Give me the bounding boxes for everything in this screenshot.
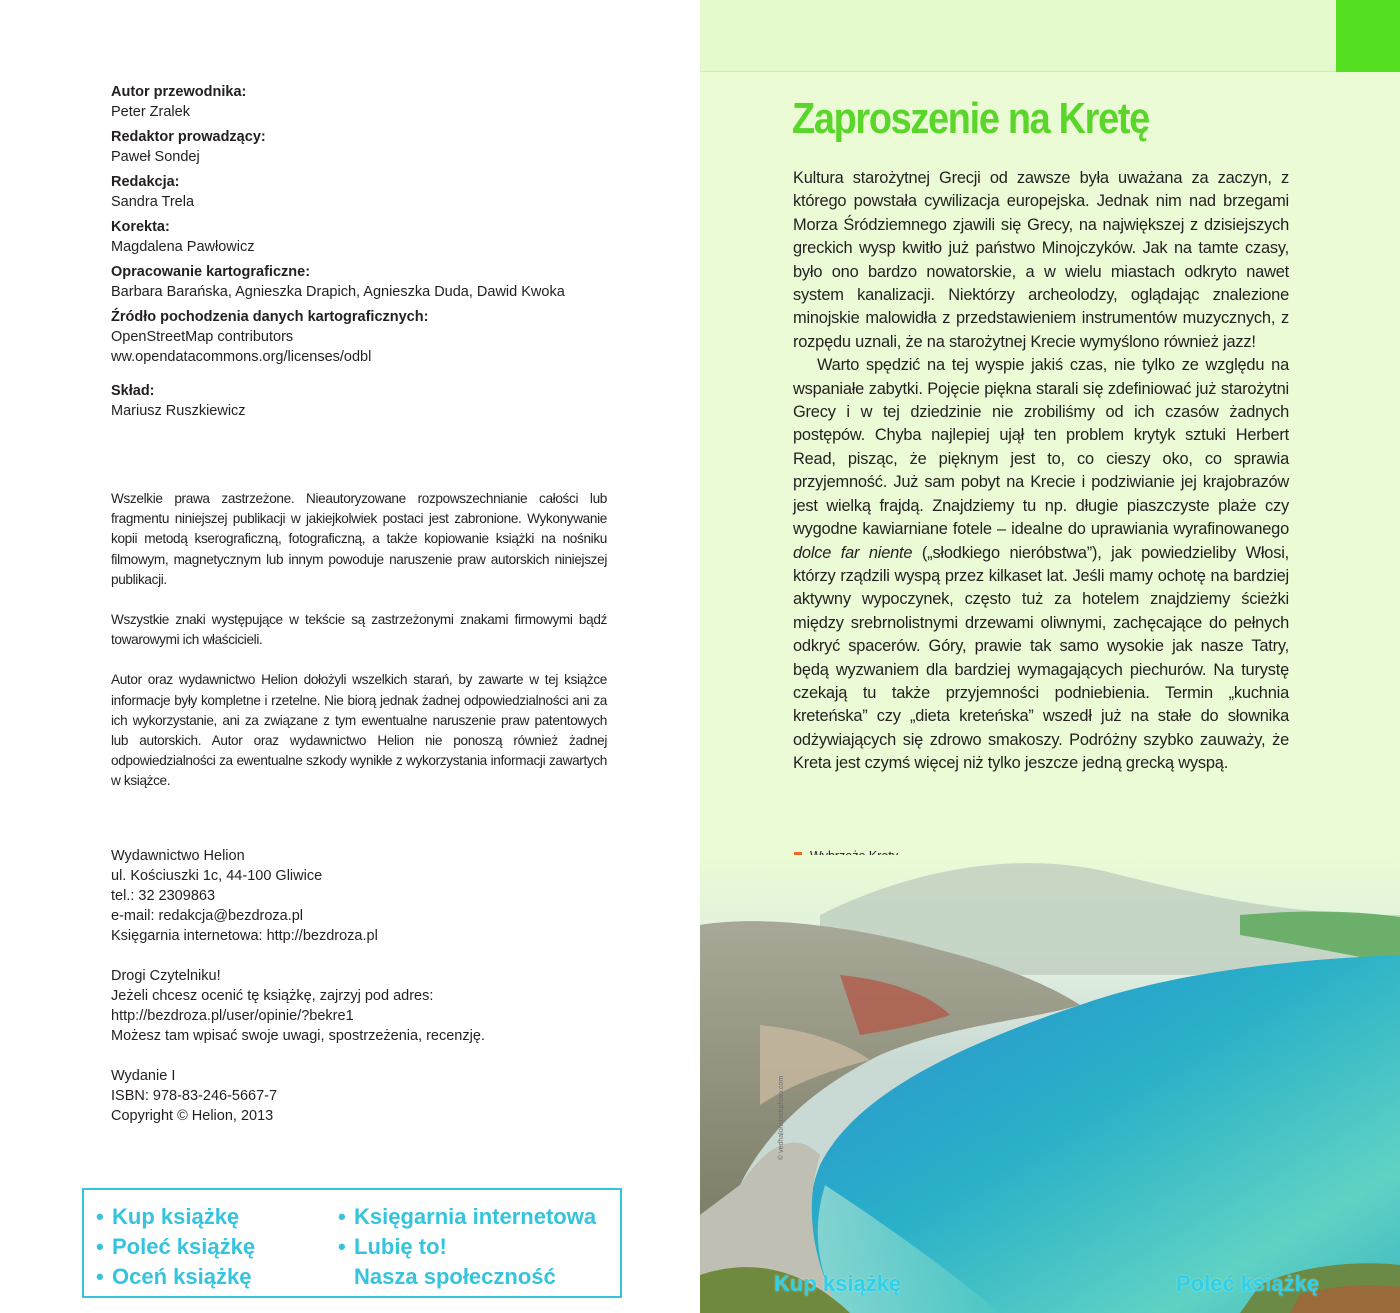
photo-credit: © vedhalo/istockphoto.com [778, 1075, 785, 1160]
credit-editor [111, 127, 671, 167]
isbn: ISBN: 978-83-246-5667-7 [111, 1088, 278, 1104]
like-label: • Lubię to! [354, 1234, 447, 1259]
recommend-book-link[interactable]: • Poleć książkę [96, 1232, 255, 1262]
article-paragraph: Kultura starożytnej Grecji od zawsze była uważana za zaczyn, z którego powstała cywilizacja europejska. Jednak nim nad brzegami Morza Śródziemnego zjawili się Grecy, na największej z dzisiejszych greckich wysp kwitło już państwo Minojczyków. Jak na tamte czasy, było ono bardzo nowatorskie, a w wielu miastach odkryto nawet system kanalizacji. Niektórzy archeolodzy, oglądając znalezione minojskie malowidła z przedstawieniem instrumentów muzycznych, z rozpędu uznali, że na starożytnej Krecie wymyślono również jazz! [793, 169, 1289, 351]
rate-book-link[interactable]: • Oceń książkę [96, 1262, 255, 1292]
reader-note [111, 966, 651, 1046]
reader-line: Jeżeli chcesz ocenić tę książkę, zajrzyj pod adres: [111, 988, 434, 1004]
article-body [793, 167, 1289, 776]
credit-person: Mariusz Ruszkiewicz [111, 403, 246, 419]
buy-book-overlay-link[interactable]: Kup książkę [774, 1271, 902, 1296]
coast-photo [700, 855, 1400, 1313]
paragraph-text: („słodkiego nieróbstwa”), jak powiedzieliby Włosi, którzy rządzili wyspą przez kilkaset lat. Jeśli mamy ochotę na bardziej aktywny wypoczynek, często tuż za hotelem znajdziemy ścieżki między srebrnolistnymi drzewami oliwnymi, zachęcające do pełnych odkryć spacerów. Góry, prawie tak samo wysokie jak nasze Tatry, będą wyzwaniem dla bardziej wymagających piechurów. Na turystę czekają tu także przyjemności podniebienia. Termin „kuchnia kreteńska” czy „dieta kreteńska” wszedł już na stałe do słownika odżywiających się zdrowo smakoszy. Podróżny szybko zauważy, że Kreta jest czymś więcej niż tylko jeszcze jedną grecką wyspą. [793, 543, 1290, 773]
publisher-info [111, 846, 651, 1146]
publisher-email: e-mail: redakcja@bezdroza.pl [111, 908, 304, 924]
legal-paragraph: Wszystkie znaki występujące w tekście są zastrzeżonymi znakami firmowymi bądź towarowymi ich właścicieli. [111, 612, 607, 648]
cta-list-left [96, 1202, 255, 1292]
buy-book-link[interactable]: • Kup książkę [96, 1202, 255, 1232]
credit-person: Sandra Trela [111, 194, 195, 210]
publisher-shop: Księgarnia internetowa: http://bezdroza.pl [111, 928, 378, 944]
publisher-name: Wydawnictwo Helion [111, 848, 245, 864]
page-title: Zaproszenie na Kretę [792, 94, 1149, 143]
credit-role: Autor przewodnika: [111, 84, 247, 100]
reader-line: Możesz tam wpisać swoje uwagi, spostrzeżenia, recenzję. [111, 1028, 485, 1044]
legal-paragraph: Autor oraz wydawnictwo Helion dołożyli wszelkich starań, by zawarte w tej książce informacje były kompletne i rzetelne. Nie biorą jednak żadnej odpowiedzialności ani za ich wykorzystanie, ani za związane z tym ewentualne naruszenie praw patentowych lub autorskich. Autor oraz wydawnictwo Helion nie ponoszą również żadnej odpowiedzialności za ewentualne szkody wynikłe z wykorzystania informacji zawartych w książce. [111, 672, 607, 789]
credit-role: Źródło pochodzenia danych kartograficznych: [111, 309, 429, 325]
copyright: Copyright © Helion, 2013 [111, 1108, 274, 1124]
credit-role: Skład: [111, 383, 155, 399]
right-page [700, 0, 1400, 1313]
publisher-address: ul. Kościuszki 1c, 44-100 Gliwice [111, 868, 323, 884]
credit-role: Opracowanie kartograficzne: [111, 264, 311, 280]
credit-typesetting [111, 381, 671, 421]
publisher-contact [111, 846, 651, 946]
paragraph-text: Warto spędzić na tej wyspie jakiś czas, nie tylko ze względu na wspaniałe zabytki. Pojęcie piękna starali się zdefiniować już starożytni Grecy i w tej dziedzinie nie zrobiliśmy od ich czasów żadnych postępów. Chyba najlepiej ujął ten problem krytyk sztuki Herbert Read, pisząc, że pięknym jest to, co cieszy oko, co sprawia przyjemność. Już sam pobyt na Krecie i podziwianie jej krajobrazów jest wielką frajdą. Znajdziemy tu np. długie piaszczyste plaże czy wygodne kawiarniane fotele – idealne do uprawiania wyrafinowanego [793, 356, 1289, 539]
coast-illustration [700, 855, 1400, 1313]
like-community-link[interactable] [338, 1232, 596, 1292]
page-header-band [700, 0, 1400, 72]
legal-paragraph: Wszelkie prawa zastrzeżone. Nieautoryzowane rozpowszechnianie całości lub fragmentu niniejszej publikacji w jakiejkolwiek postaci jest zabronione. Wykonywanie kopii metodą kserograficzną, fotograficzną, a także kopiowanie książki na nośniku filmowym, magnetycznym lub innym powoduje naruszenie praw autorskich niniejszej publikacji. [111, 491, 607, 587]
cta-list-right [338, 1202, 596, 1292]
reader-greeting: Drogi Czytelniku! [111, 968, 221, 984]
chapter-tab [1336, 0, 1400, 72]
online-shop-link[interactable]: • Księgarnia internetowa [338, 1202, 596, 1232]
publisher-phone: tel.: 32 2309863 [111, 888, 216, 904]
credit-person: Barbara Barańska, Agnieszka Drapich, Agnieszka Duda, Dawid Kwoka [111, 284, 565, 300]
cta-box [82, 1188, 622, 1298]
credit-person: Magdalena Pawłowicz [111, 239, 255, 255]
credit-map-source [111, 307, 671, 367]
legal-notice [111, 489, 607, 812]
article-paragraph [793, 354, 1289, 775]
credit-person: Peter Zralek [111, 104, 190, 120]
edition-info [111, 1066, 651, 1126]
credit-role: Korekta: [111, 219, 170, 235]
credit-role: Redakcja: [111, 174, 180, 190]
credit-person: Paweł Sondej [111, 149, 200, 165]
credit-proofreading [111, 217, 671, 257]
italic-phrase: dolce far niente [793, 543, 913, 562]
credits-block [111, 82, 671, 426]
recommend-book-overlay-link[interactable]: Poleć książkę [1176, 1271, 1320, 1296]
credit-redaction [111, 172, 671, 212]
credit-role: Redaktor prowadzący: [111, 129, 266, 145]
reader-url: http://bezdroza.pl/user/opinie/?bekre1 [111, 1008, 354, 1024]
edition-number: Wydanie I [111, 1068, 176, 1084]
credit-cartography [111, 262, 671, 302]
community-label: Nasza społeczność [354, 1264, 556, 1289]
credit-license-url: ww.opendatacommons.org/licenses/odbl [111, 349, 372, 365]
credit-person: OpenStreetMap contributors [111, 329, 294, 345]
credit-author [111, 82, 671, 122]
